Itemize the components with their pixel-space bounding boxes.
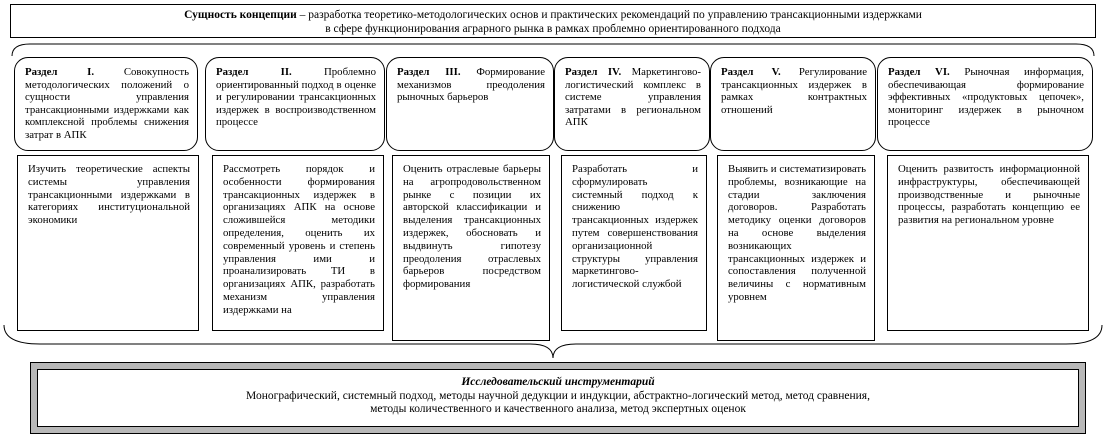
- task-box-4: [561, 155, 707, 331]
- section-label: Раздел VI.: [888, 66, 950, 78]
- section-box-6: [877, 57, 1093, 151]
- task-text: Оценить развитость информационной инфраструктуры, обеспечивающей производственные и рыночные процессы, разработать концепцию ее развития на региональном уровне: [898, 163, 1080, 227]
- section-box-2: [205, 57, 385, 151]
- section-label: Раздел I.: [25, 66, 95, 78]
- tools-title: Исследовательский инструментарий: [461, 376, 655, 388]
- section-label: Раздел IV.: [565, 66, 622, 78]
- task-text: Изучить теоретические аспекты системы управления трансакционными издержками в категориях институциональной экономики: [28, 163, 190, 227]
- task-text: Рассмотреть порядок и особенности формирования трансакционных издержек в организациях АПК на основе сложившейся методики определения, оценить их современный уровень и степень управления ими и проанализировать ТИ в организациях АПК, разработать механизм управления издержками на: [223, 163, 375, 316]
- concept-box: [10, 4, 1096, 38]
- task-box-6: [887, 155, 1089, 331]
- section-box-5: [710, 57, 876, 151]
- concept-title: Сущность концепции: [184, 9, 297, 21]
- top-brace: [12, 44, 1094, 56]
- section-box-1: [14, 57, 198, 151]
- section-label: Раздел II.: [216, 66, 292, 78]
- section-box-4: [554, 57, 710, 151]
- task-text: Выявить и систематизировать проблемы, возникающие на стадии заключения договоров. Разработать методику оценки договоров на основе выделения возникающих трансакционных издержек и сопоставления полученной величины с нормативным уровнем: [728, 163, 866, 303]
- section-text: Формирование механизмов преодоления рыночных барьеров: [397, 66, 545, 103]
- section-label: Раздел III.: [397, 66, 461, 78]
- task-box-2: [212, 155, 384, 331]
- section-box-3: [386, 57, 554, 151]
- section-text: Проблемно ориентированный подход в оценке и регулировании трансакционных издержек в воспроизводственном процессе: [216, 66, 376, 128]
- task-box-5: [717, 155, 875, 341]
- task-box-3: [392, 155, 550, 341]
- section-text: Совокупность методологических положений о сущности управления трансакционными издержками как комплексной проблемы снижения затрат в АПК: [25, 66, 189, 141]
- section-text: Рыночная информация, обеспечивающая формирование эффективных «продуктовых цепочек», мониторинг издержек в рыночном процессе: [888, 66, 1084, 128]
- section-text: Регулирование трансакционных издержек в рамках контрактных отношений: [721, 66, 867, 116]
- task-text: Оценить отраслевые барьеры на агропродовольственном рынке с позиции их авторской классификации и выделения трансакционных издержек, обосновать и выдвинуть гипотезу преодоления отраслевых барьеров посредством формирования: [403, 163, 541, 291]
- concept-text-line2: в сфере функционирования аграрного рынка в рамках проблемно ориентированного подхода: [325, 23, 781, 35]
- section-label: Раздел V.: [721, 66, 781, 78]
- task-box-1: [17, 155, 199, 331]
- tools-line2: методы количественного и качественного анализа, метод экспертных оценок: [370, 403, 746, 415]
- section-text: Маркетингово-логистический комплекс в системе управления затратами в региональном АПК: [565, 66, 701, 128]
- tools-line1: Монографический, системный подход, методы научной дедукции и индукции, абстрактно-логический метод, метод сравнения,: [246, 389, 870, 402]
- concept-text-line1: – разработка теоретико-методологических основ и практических рекомендаций по управлению трансакционными издержками: [296, 9, 922, 21]
- tools-box: [37, 369, 1079, 427]
- task-text: Разработать и сформулировать системный подход к снижению трансакционных издержек путем совершенствования организационной структуры управления маркетингово-логистической службой: [572, 163, 698, 291]
